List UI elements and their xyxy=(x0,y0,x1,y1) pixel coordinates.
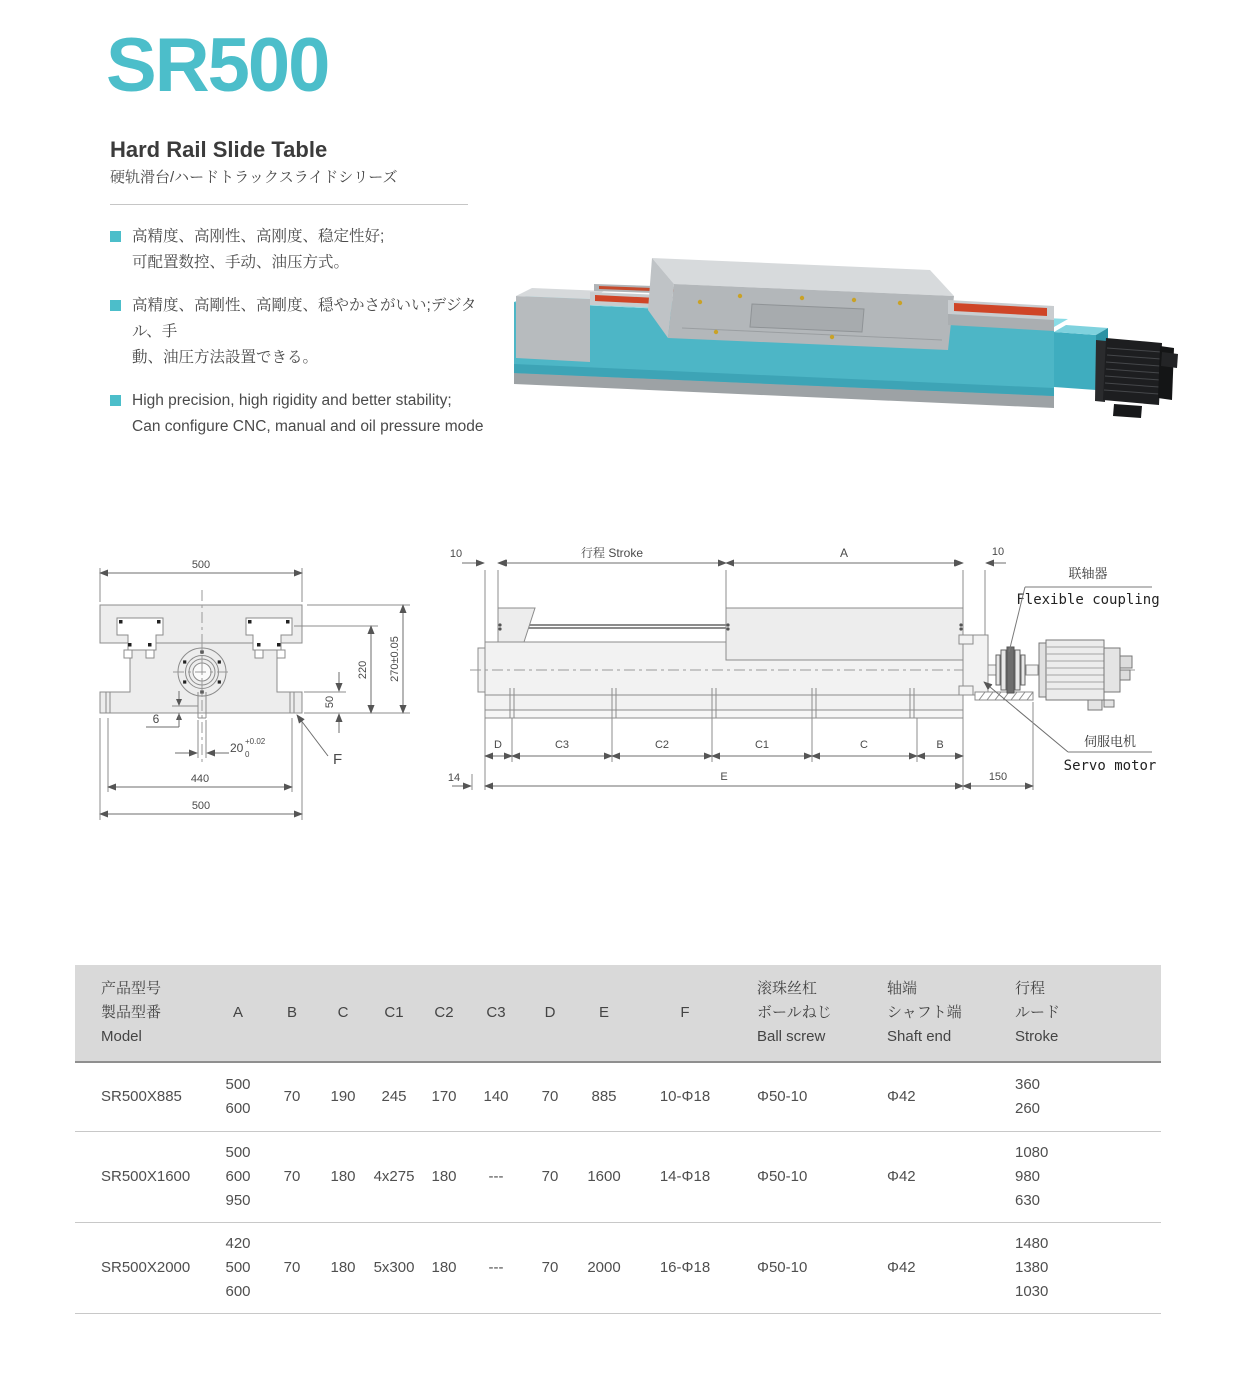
motor-shaft xyxy=(1026,665,1038,675)
cell-a-value: 600 xyxy=(225,1283,251,1300)
col-stroke-en: Stroke xyxy=(1015,1028,1059,1045)
cell-b: 70 xyxy=(283,1259,301,1276)
col-stroke xyxy=(997,977,1161,1049)
cell-stroke-value: 1480 xyxy=(1015,1235,1049,1252)
cell-a-value: 500 xyxy=(225,1259,251,1276)
cell-c1: 5x300 xyxy=(373,1259,415,1276)
feature-line: 高精度、高剛性、高剛度、穏やかさがいい;デジタル、手 xyxy=(132,296,477,341)
housing-flange xyxy=(959,635,973,644)
cell-c2: 180 xyxy=(431,1168,457,1185)
cell-c3: 140 xyxy=(483,1088,509,1105)
col-model xyxy=(101,977,209,1049)
col-c1: C1 xyxy=(384,1004,404,1021)
clamp-foot xyxy=(146,650,154,658)
cell-e: 1600 xyxy=(587,1168,621,1185)
cell-a-value: 500 xyxy=(225,1144,251,1161)
motor-label-en: Servo motor xyxy=(1063,758,1157,774)
feature-text xyxy=(132,224,384,277)
col-shaft-end-en: Shaft end xyxy=(887,1028,952,1045)
cell-c: 190 xyxy=(330,1088,356,1105)
oiler-dot xyxy=(738,294,742,298)
cell-e: 2000 xyxy=(587,1259,621,1276)
feature-line: 高精度、高刚性、高刚度、稳定性好; xyxy=(132,228,385,245)
cell-stroke xyxy=(997,1141,1161,1213)
spec-table xyxy=(75,965,1161,1314)
oiler-dot xyxy=(898,301,902,305)
col-stroke-ja: ルード xyxy=(1015,1004,1061,1021)
feature-text xyxy=(132,388,484,441)
feature-line: 可配置数控、手动、油压方式。 xyxy=(132,254,350,272)
cell-c: 180 xyxy=(330,1259,356,1276)
cell-model: SR500X2000 xyxy=(101,1259,191,1276)
cell-b: 70 xyxy=(283,1088,301,1105)
oiler-dot xyxy=(852,298,856,302)
clamp-foot xyxy=(277,650,285,658)
table-row xyxy=(75,1132,1161,1223)
rail-clamp-right xyxy=(246,618,292,650)
cell-a-value: 500 xyxy=(225,1076,251,1093)
product-photo xyxy=(502,232,1192,427)
feature-item xyxy=(110,293,502,372)
cell-stroke-value: 1080 xyxy=(1015,1144,1049,1161)
dim-b: B xyxy=(936,739,944,751)
dim-step: 6 xyxy=(152,712,160,726)
bed-base-flange xyxy=(485,710,963,718)
cell-e: 885 xyxy=(591,1088,617,1105)
oiler-dot xyxy=(830,335,834,339)
cell-ball-screw: Φ50-10 xyxy=(757,1168,808,1185)
coupling-label-zh: 联轴器 xyxy=(1068,566,1108,581)
cell-shaft-end: Φ42 xyxy=(887,1088,916,1105)
cell-stroke-value: 1380 xyxy=(1015,1259,1049,1276)
product-endcap-front xyxy=(516,296,590,362)
col-ball-screw xyxy=(739,977,869,1049)
cell-stroke-value: 1030 xyxy=(1015,1283,1049,1300)
dim-line xyxy=(146,713,179,727)
motor-label-zh: 伺服电机 xyxy=(1083,734,1137,749)
cell-stroke-value: 360 xyxy=(1015,1076,1041,1093)
col-e: E xyxy=(598,1004,609,1021)
coupling-label-en: Flexible coupling xyxy=(1016,592,1160,608)
clamp-foot xyxy=(124,650,132,658)
col-c3: C3 xyxy=(486,1004,506,1021)
cell-f: 10-Φ18 xyxy=(659,1088,711,1105)
motor-foot xyxy=(1113,404,1142,418)
dim-slot-tol-sup: +0.02 xyxy=(245,737,266,746)
coupling xyxy=(996,647,1025,693)
cell-d: 70 xyxy=(541,1259,559,1276)
carriage-block xyxy=(726,608,963,660)
cell-b: 70 xyxy=(283,1168,301,1185)
col-ball-screw-zh: 滚珠丝杠 xyxy=(757,980,818,997)
oiler-dot xyxy=(698,300,702,304)
col-shaft-end-ja: シャフト端 xyxy=(887,1004,962,1021)
dim-overall-height: 270±0.05 xyxy=(389,636,401,682)
feature-item xyxy=(110,224,502,277)
cell-model: SR500X885 xyxy=(101,1088,182,1105)
cell-shaft-end: Φ42 xyxy=(887,1259,916,1276)
col-model-en: Model xyxy=(101,1028,142,1045)
col-shaft-end xyxy=(869,977,997,1049)
feature-item xyxy=(110,388,502,441)
cell-ball-screw: Φ50-10 xyxy=(757,1088,808,1105)
oiler-dot xyxy=(714,330,718,334)
cell-a-value: 950 xyxy=(225,1192,251,1209)
rail-clamp-left xyxy=(117,618,163,650)
cell-a xyxy=(209,1232,267,1304)
col-c2: C2 xyxy=(434,1004,454,1021)
dim-c3: C3 xyxy=(554,739,570,751)
feature-list xyxy=(110,224,502,456)
col-ball-screw-en: Ball screw xyxy=(757,1028,826,1045)
cell-f: 16-Φ18 xyxy=(659,1259,711,1276)
clamp-foot xyxy=(255,650,263,658)
cell-a xyxy=(209,1073,267,1121)
table-row xyxy=(75,1063,1161,1132)
cell-stroke xyxy=(997,1232,1161,1304)
dim-bottom-width: 500 xyxy=(191,800,211,812)
cell-stroke-value: 260 xyxy=(1015,1100,1041,1117)
col-stroke-zh: 行程 xyxy=(1015,980,1046,997)
dim-c2: C2 xyxy=(654,739,670,751)
table-row xyxy=(75,1223,1161,1314)
dim-a-label: A xyxy=(839,546,849,560)
col-a: A xyxy=(232,1004,243,1021)
dim-top-width: 500 xyxy=(191,559,211,571)
dim-motor-section: 150 xyxy=(988,771,1008,783)
col-c: C xyxy=(337,1004,349,1021)
dim-rail-height: 220 xyxy=(357,660,369,680)
front-view-drawing xyxy=(80,540,440,855)
motor-adapter-front xyxy=(1054,332,1096,390)
page-title: SR500 xyxy=(106,23,329,108)
dim-slot-width: 20 xyxy=(230,741,244,755)
cell-ball-screw: Φ50-10 xyxy=(757,1259,808,1276)
housing-flange xyxy=(959,686,973,695)
cell-a-value: 600 xyxy=(225,1100,251,1117)
dim-slot-tol-sub: 0 xyxy=(245,750,250,759)
dim-c1: C1 xyxy=(754,739,770,751)
oiler-dot xyxy=(800,296,804,300)
cell-a-value: 420 xyxy=(225,1235,251,1252)
flange-ref-label: F xyxy=(333,751,343,768)
cell-c3: --- xyxy=(488,1168,504,1185)
side-view-drawing xyxy=(440,530,1240,792)
feature-line: Can configure CNC, manual and oil pressure mode xyxy=(132,418,484,436)
carriage-plate xyxy=(750,304,864,332)
page-subtitle-cjk: 硬轨滑台/ハードトラックスライドシリーズ xyxy=(110,169,398,186)
dim-bolt-span: 440 xyxy=(190,773,210,785)
header-divider xyxy=(110,204,468,205)
cell-c2: 170 xyxy=(431,1088,457,1105)
motor-connector xyxy=(1161,352,1178,368)
dim-base-height: 50 xyxy=(324,695,336,709)
cell-f: 14-Φ18 xyxy=(659,1168,711,1185)
dim-c: C xyxy=(860,739,868,751)
dim-left-gap: 10 xyxy=(449,548,463,560)
col-d: D xyxy=(544,1004,556,1021)
servo-motor-drawing xyxy=(1039,640,1132,710)
feature-line: 動、油圧方法設置できる。 xyxy=(132,349,319,367)
cell-stroke-value: 630 xyxy=(1015,1192,1041,1209)
dim-left-offset: 14 xyxy=(447,772,461,784)
col-shaft-end-zh: 轴端 xyxy=(887,980,918,997)
cell-shaft-end: Φ42 xyxy=(887,1168,916,1185)
cell-stroke-value: 980 xyxy=(1015,1168,1041,1185)
bullet-square-icon xyxy=(110,395,121,406)
cell-c: 180 xyxy=(330,1168,356,1185)
dim-d: D xyxy=(494,739,502,751)
dim-e: E xyxy=(720,771,728,783)
cell-c1: 4x275 xyxy=(373,1168,415,1185)
carriage-wiper xyxy=(498,608,535,642)
col-ball-screw-ja: ボールねじ xyxy=(757,1004,832,1021)
col-b: B xyxy=(286,1004,297,1021)
dim-stroke-label: 行程 Stroke xyxy=(580,546,644,560)
col-model-zh: 产品型号 xyxy=(101,980,162,997)
bullet-square-icon xyxy=(110,300,121,311)
cell-model: SR500X1600 xyxy=(101,1168,191,1185)
dim-right-gap: 10 xyxy=(991,546,1005,558)
cell-c3: --- xyxy=(488,1259,504,1276)
cell-d: 70 xyxy=(541,1168,559,1185)
cell-a-value: 600 xyxy=(225,1168,251,1185)
col-model-ja: 製品型番 xyxy=(101,1004,162,1021)
cell-a xyxy=(209,1141,267,1213)
col-f: F xyxy=(680,1004,690,1021)
feature-line: High precision, high rigidity and better stability; xyxy=(132,391,452,409)
table-header-row xyxy=(75,965,1161,1063)
cell-c1: 245 xyxy=(381,1088,407,1105)
feature-text xyxy=(132,293,502,372)
bed-base xyxy=(485,695,963,710)
cell-stroke xyxy=(997,1073,1161,1121)
cell-d: 70 xyxy=(541,1088,559,1105)
cell-c2: 180 xyxy=(431,1259,457,1276)
bullet-square-icon xyxy=(110,231,121,242)
page-subtitle-en: Hard Rail Slide Table xyxy=(110,137,328,162)
